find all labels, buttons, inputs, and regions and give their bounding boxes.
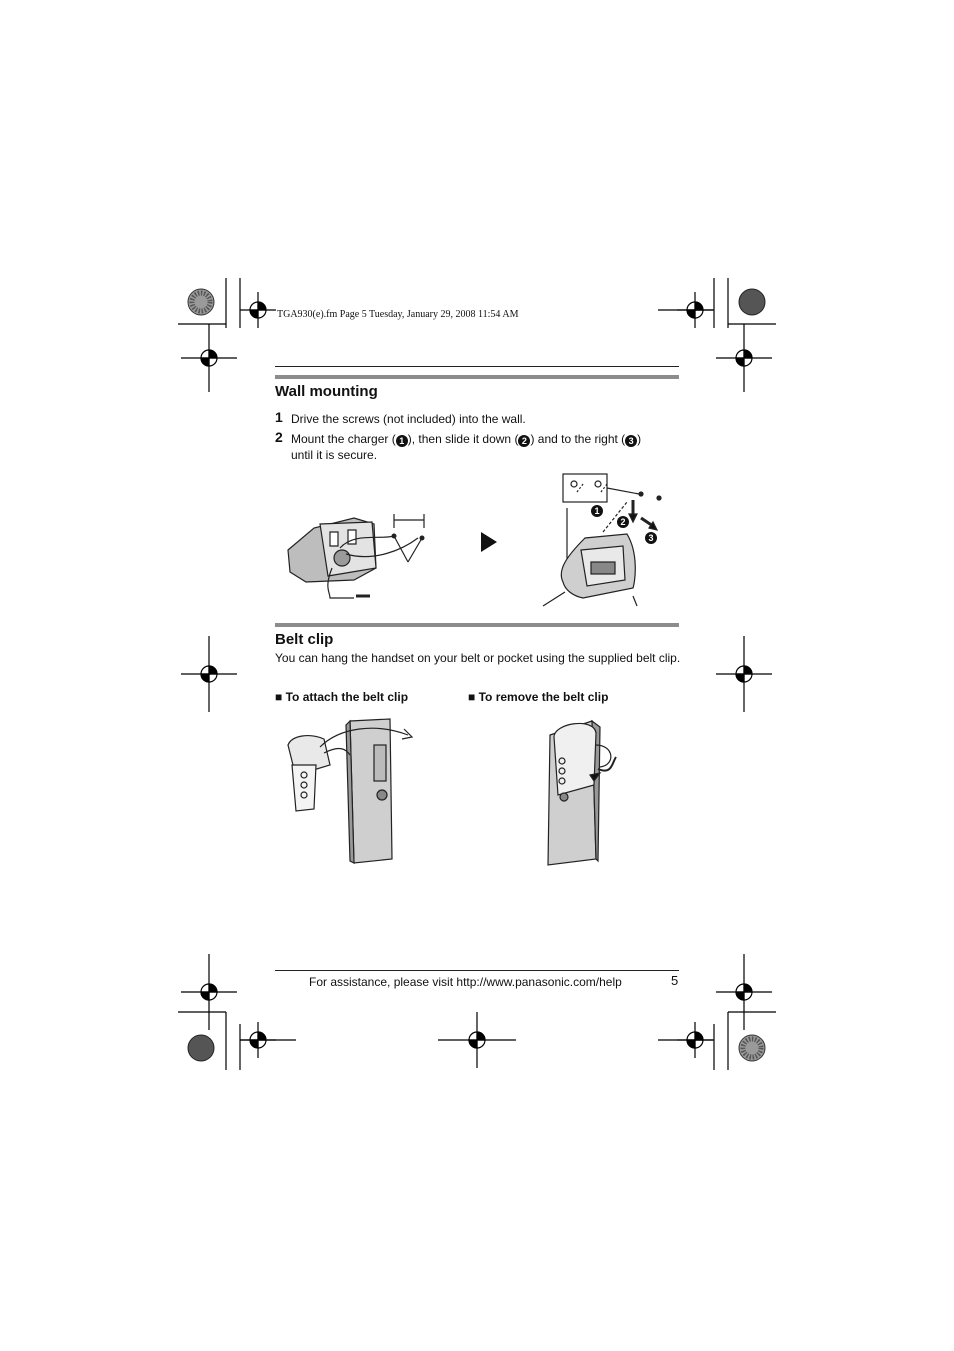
marker-3: 3	[625, 435, 637, 447]
bullet-square-icon: ■	[468, 690, 479, 704]
marker-1: 1	[396, 435, 408, 447]
step-1-number: 1	[275, 409, 283, 425]
step-1-text: Drive the screws (not included) into the wall.	[291, 412, 526, 426]
bullet-square-icon: ■	[275, 690, 286, 704]
section-title-wall-mounting: Wall mounting	[275, 383, 378, 400]
next-step-arrow-icon	[479, 530, 499, 554]
attach-belt-clip-heading: ■ To attach the belt clip	[275, 690, 409, 704]
section-rule-belt-clip	[275, 623, 679, 627]
marker-2: 2	[518, 435, 530, 447]
figure-marker-3: 3	[645, 532, 657, 544]
footer-rule	[275, 970, 679, 971]
step-2-text: Mount the charger ( 1 ), then slide it down ( 2 ) and to the right ( 3 ) until it is secure.	[291, 432, 642, 462]
belt-clip-description: You can hang the handset on your belt or pocket using the supplied belt clip.	[275, 651, 681, 665]
step-2-number: 2	[275, 429, 283, 445]
remove-belt-clip-heading: ■ To remove the belt clip	[468, 690, 609, 704]
figure-marker-2: 2	[617, 516, 629, 528]
page-number: 5	[671, 973, 679, 988]
attach-belt-clip-illustration	[280, 715, 420, 865]
remove-belt-clip-illustration	[540, 715, 650, 865]
figure-marker-1: 1	[591, 505, 603, 517]
section-rule-wall-mounting	[275, 375, 679, 379]
top-rule	[275, 366, 679, 367]
footer-assistance-text: For assistance, please visit http://www.panasonic.com/help	[309, 975, 622, 989]
file-header-meta: TGA930(e).fm Page 5 Tuesday, January 29, 2008 11:54 AM	[277, 309, 519, 320]
section-title-belt-clip: Belt clip	[275, 631, 334, 648]
charger-wall-screws-illustration	[284, 510, 444, 610]
